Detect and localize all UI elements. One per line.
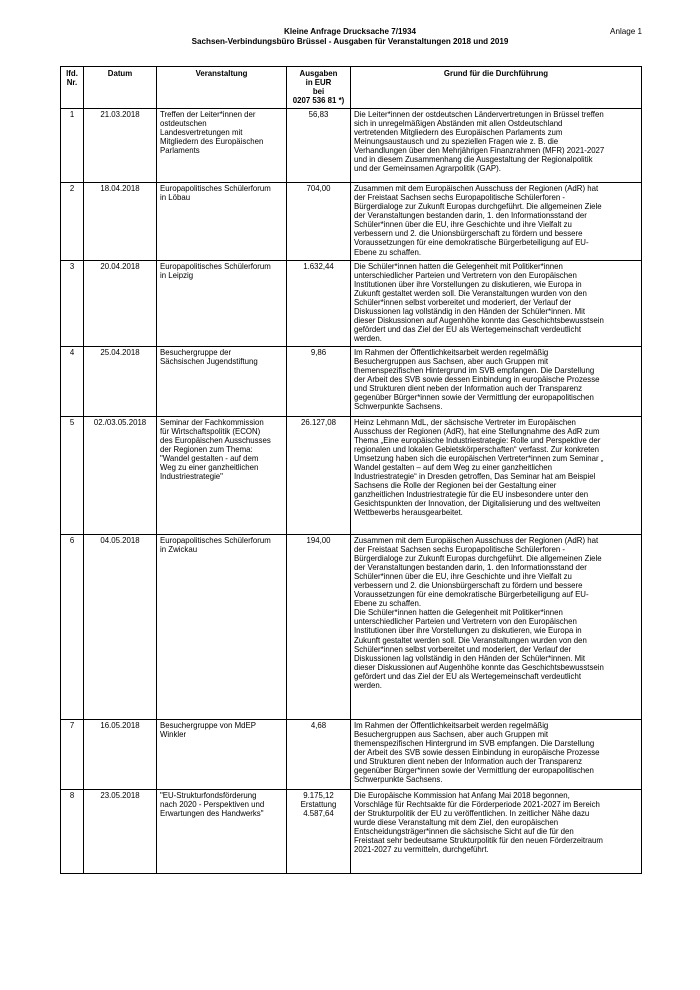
cell-datum: 02./03.05.2018 — [84, 416, 157, 534]
col-header-nr: lfd. Nr. — [61, 67, 84, 109]
cell-datum: 20.04.2018 — [84, 260, 157, 346]
cell-grund: Heinz Lehmann MdL, der sächsische Vertreter im Europäischen Ausschuss der Regionen (AdR), hat eine Stellungnahme des AdR zum Thema „Eine europäische Industriestrategie: Rolle und Perspektive der regionalen und lokalen Gebietskörperschaften“ verfasst. Zur konkreten Umsetzung haben sich die europäischen Vertreter*innen zum Seminar „ Wandel gestalten – auf dem Weg zu einer ganzheitlichen Industriestrategie“ in Dresden getroffen, Das Seminar hat am Beispiel Sachsens die Rolle der Regionen bei der Gestaltung einer ganzheitlichen Industriestrategie für die EU insbesondere unter den Gesichtspunkten der Innovation, der Digitalisierung und des weltweiten Wettbewerbs herausgearbeitet. — [351, 416, 642, 534]
table-row — [61, 416, 642, 534]
expenses-table — [60, 66, 642, 874]
table-row — [61, 346, 642, 416]
cell-datum: 04.05.2018 — [84, 534, 157, 719]
cell-ausgaben: 704,00 — [287, 183, 351, 260]
col-header-datum: Datum — [84, 67, 157, 109]
cell-veranstaltung: Europapolitisches Schülerforum in Leipzig — [157, 260, 287, 346]
cell-datum: 25.04.2018 — [84, 346, 157, 416]
cell-veranstaltung: Seminar der Fachkommission für Wirtschaftspolitik (ECON) des Europäischen Ausschusses der Regionen zum Thema: "Wandel gestalten - auf dem Weg zu einer ganzheitlichen Industriestrategie" — [157, 416, 287, 534]
cell-ausgaben: 194,00 — [287, 534, 351, 719]
cell-grund: Die Leiter*innen der ostdeutschen Ländervertretungen in Brüssel treffen sich in unregelmäßigen Abständen mit allen Ostdeutschland vertretenden Mitgliedern des Europäischen Parlaments zum Meinungsaustausch und zu speziellen Fragen wie z. B. die Verhandlungen über den Mehrjährigen Finanzrahmen (MFR) 2021-2027 und in diesem Zusammenhang die Ausgestaltung der Regionalpolitik und der Gemeinsamen Agrarpolitik (GAP). — [351, 109, 642, 183]
cell-nr: 7 — [61, 719, 84, 789]
cell-veranstaltung: Treffen der Leiter*innen der ostdeutschen Landesvertretungen mit Mitgliedern des Europäischen Parlaments — [157, 109, 287, 183]
cell-nr: 2 — [61, 183, 84, 260]
table-header-row — [61, 67, 642, 109]
table-body — [61, 109, 642, 874]
cell-veranstaltung: Besuchergruppe der Sächsischen Jugendstiftung — [157, 346, 287, 416]
col-header-grund: Grund für die Durchführung — [351, 67, 642, 109]
cell-ausgaben: 9,86 — [287, 346, 351, 416]
cell-ausgaben: 9.175,12 Erstattung 4.587,64 — [287, 789, 351, 873]
cell-nr: 4 — [61, 346, 84, 416]
cell-nr: 5 — [61, 416, 84, 534]
cell-grund: Im Rahmen der Öffentlichkeitsarbeit werden regelmäßig Besuchergruppen aus Sachsen, aber auch Gruppen mit themenspezifischen Hintergrund im SVB empfangen. Die Darstellung der Arbeit des SVB sowie dessen Einbindung in europäische Prozesse und Strukturen dient neben der Information auch der Transparenz gegenüber Bürger*innen sowie der Vermittlung der europapolitischen Schwerpunkte Sachsens. — [351, 719, 642, 789]
cell-veranstaltung: Europapolitisches Schülerforum in Löbau — [157, 183, 287, 260]
cell-grund: Die Schüler*innen hatten die Gelegenheit mit Politiker*innen unterschiedlicher Parteien und Vertretern von den Europäischen Institutionen über ihre Vorstellungen zu diskutieren, wie Europa in Zukunft gestaltet werden soll. Die Veranstaltungen wurden von den Schüler*innen selbst vorbereitet und moderiert, der Verlauf der Diskussionen lag vollständig in den Händen der Schüler*innen. Mit dieser Diskussionen auf Augenhöhe konnte das Geschichtsbewusstsein gefördert und das Ziel der EU als Wertegemeinschaft verdeutlicht werden. — [351, 260, 642, 346]
cell-ausgaben: 1.632,44 — [287, 260, 351, 346]
col-header-ausgaben: Ausgaben in EUR bei 0207 536 81 *) — [287, 67, 351, 109]
cell-grund: Zusammen mit dem Europäischen Ausschuss der Regionen (AdR) hat der Freistaat Sachsen sechs Europapolitische Schülerforen - Bürgerdialoge zur Zukunft Europas durchgeführt. Die allgemeinen Ziele der Veranstaltungen bestanden darin, 1. den Informationsstand der Schüler*innen über die EU, ihre Geschichte und ihre Vielfalt zu verbessern und 2. die Unionsbürgerschaft zu fördern und bessere Voraussetzungen für eine demokratische Bürgerbeteiligung auf EU- Ebene zu schaffen. Die Schüler*innen hatten die Gelegenheit mit Politiker*innen unterschiedlicher Parteien und Vertretern von den Europäischen Institutionen über ihre Vorstellungen zu diskutieren, wie Europa in Zukunft gestaltet werden soll. Die Veranstaltungen wurden von den Schüler*innen selbst vorbereitet und moderiert, der Verlauf der Diskussionen lag vollständig in den Händen der Schüler*innen. Mit dieser Diskussionen auf Augenhöhe konnte das Geschichtsbewusstsein gefördert und das Ziel der EU als Wertegemeinschaft verdeutlicht werden. — [351, 534, 642, 719]
document-header — [0, 27, 700, 46]
cell-grund: Die Europäische Kommission hat Anfang Mai 2018 begonnen, Vorschläge für Rechtsakte für die Förderperiode 2021-2027 im Bereich der Strukturpolitik der EU zu veröffentlichen. In zeitlicher Nähe dazu wurde diese Veranstaltung mit dem Ziel, den europäischen Entscheidungsträger*innen die sächsische Sicht auf die für den Freistaat sehr bedeutsame Strukturpolitik für den neuen Förderzeitraum 2021-2027 zu vermitteln, durchgeführt. — [351, 789, 642, 873]
table-row — [61, 109, 642, 183]
cell-grund: Im Rahmen der Öffentlichkeitsarbeit werden regelmäßig Besuchergruppen aus Sachsen, aber auch Gruppen mit themenspezifischen Hintergrund im SVB empfangen. Die Darstellung der Arbeit des SVB sowie dessen Einbindung in europäische Prozesse und Strukturen dient neben der Information auch der Transparenz gegenüber Bürger*innen sowie der Vermittlung der europapolitischen Schwerpunkte Sachsens. — [351, 346, 642, 416]
cell-datum: 18.04.2018 — [84, 183, 157, 260]
cell-nr: 3 — [61, 260, 84, 346]
table-row — [61, 719, 642, 789]
cell-ausgaben: 4,68 — [287, 719, 351, 789]
cell-datum: 16.05.2018 — [84, 719, 157, 789]
cell-ausgaben: 56,83 — [287, 109, 351, 183]
cell-nr: 1 — [61, 109, 84, 183]
cell-nr: 6 — [61, 534, 84, 719]
document-subtitle: Sachsen-Verbindungsbüro Brüssel - Ausgaben für Veranstaltungen 2018 und 2019 — [191, 36, 509, 46]
table-row — [61, 183, 642, 260]
cell-ausgaben: 26.127,08 — [287, 416, 351, 534]
cell-datum: 23.05.2018 — [84, 789, 157, 873]
cell-nr: 8 — [61, 789, 84, 873]
document-title: Kleine Anfrage Drucksache 7/1934 — [284, 27, 416, 36]
table-row — [61, 260, 642, 346]
annex-label: Anlage 1 — [610, 27, 642, 36]
cell-veranstaltung: Besuchergruppe von MdEP Winkler — [157, 719, 287, 789]
table-row — [61, 534, 642, 719]
col-header-veranstaltung: Veranstaltung — [157, 67, 287, 109]
cell-veranstaltung: Europapolitisches Schülerforum in Zwickau — [157, 534, 287, 719]
cell-veranstaltung: "EU-Strukturfondsförderung nach 2020 - Perspektiven und Erwartungen des Handwerks" — [157, 789, 287, 873]
table-row — [61, 789, 642, 873]
cell-grund: Zusammen mit dem Europäischen Ausschuss der Regionen (AdR) hat der Freistaat Sachsen sechs Europapolitische Schülerforen - Bürgerdialoge zur Zukunft Europas durchgeführt. Die allgemeinen Ziele der Veranstaltungen bestanden darin, 1. den Informationsstand der Schüler*innen über die EU, ihre Geschichte und ihre Vielfalt zu verbessern und 2. die Unionsbürgerschaft zu fördern und bessere Voraussetzungen für eine demokratische Bürgerbeteiligung auf EU- Ebene zu schaffen. — [351, 183, 642, 260]
cell-datum: 21.03.2018 — [84, 109, 157, 183]
